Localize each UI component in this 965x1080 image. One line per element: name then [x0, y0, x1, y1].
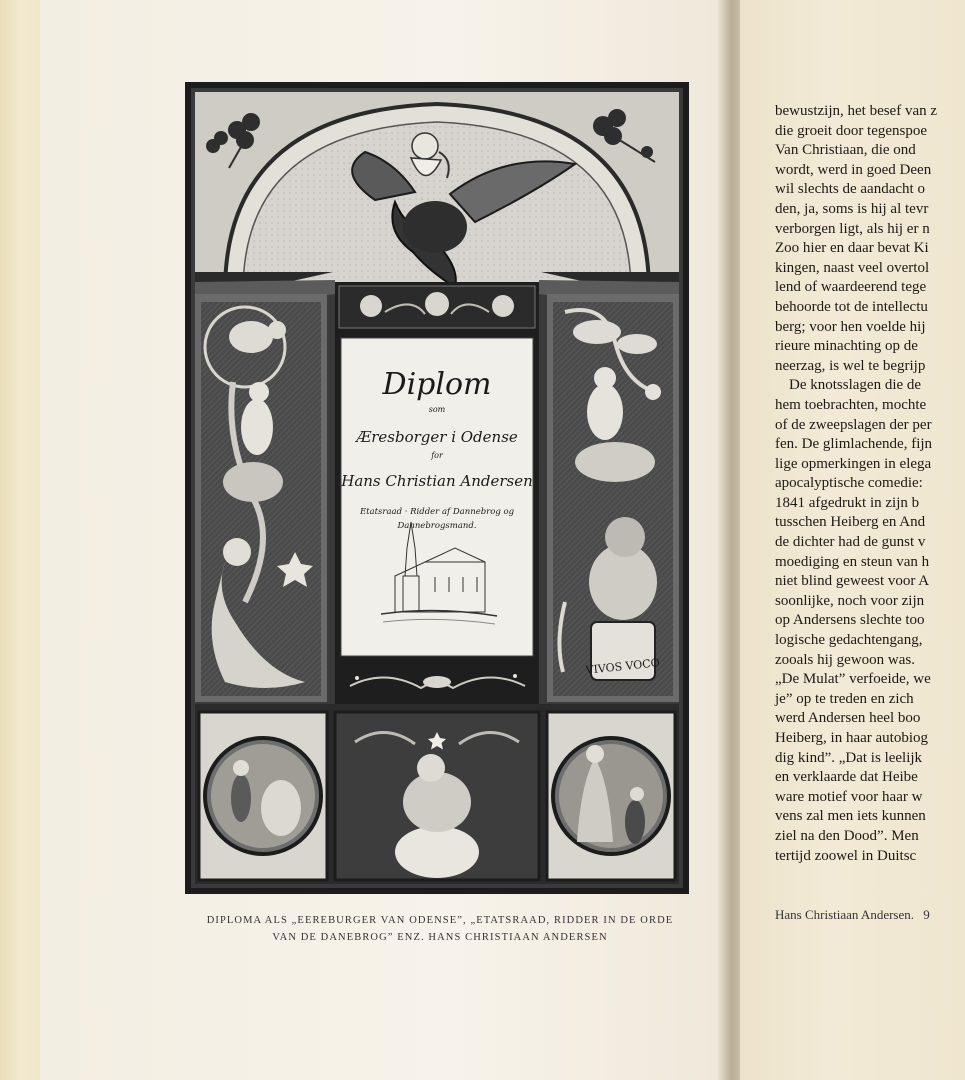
- text-line: lend of waardeerend tege: [775, 279, 927, 296]
- text-line: 1841 afgedrukt in zijn b: [775, 494, 920, 511]
- text-line: Van Christiaan, die ond: [775, 142, 916, 159]
- text-line: ware motief voor haar w: [775, 788, 923, 805]
- text-line: soonlijke, noch voor zijn: [775, 592, 925, 609]
- medallion-right: [547, 712, 675, 880]
- caption-line-1: DIPLOMA ALS „EEREBURGER VAN ODENSE”, „ETATSRAAD, RIDDER IN DE ORDE: [206, 915, 674, 926]
- diploma-title: Diplom: [382, 367, 492, 402]
- vessel-inscription: VIVOS VOCO: [585, 656, 661, 677]
- text-line: of de zweepslagen der per: [775, 416, 932, 433]
- right-figures-panel: [547, 294, 679, 702]
- text-line: op Andersens slechte too: [775, 612, 925, 629]
- text-line: ziel na den Dood”. Men: [775, 827, 919, 844]
- footer-book-title: Hans Christiaan Andersen.: [775, 907, 915, 922]
- text-line: de dichter had de gunst v: [775, 534, 926, 551]
- text-line: tusschen Heiberg en And: [775, 514, 926, 531]
- text-line: die groeit door tegenspoe: [775, 122, 928, 139]
- text-line: niet blind geweest voor A: [775, 573, 930, 590]
- diploma-small-word-1: som: [428, 405, 446, 414]
- text-line: vens zal men iets kunnen: [775, 808, 926, 825]
- text-line: rieure minachting op de: [775, 338, 918, 355]
- text-line: „De Mulat” verfoeide, we: [775, 671, 931, 688]
- text-line: verborgen ligt, als hij er n: [775, 220, 930, 237]
- diploma-plate: [185, 82, 689, 894]
- text-line: je” op te treden en zich: [775, 690, 914, 707]
- text-line: lige opmerkingen in elega: [775, 455, 932, 472]
- medallion-center: [335, 712, 539, 880]
- diploma-line-honorary-citizen: Æresborger i Odense: [356, 428, 518, 446]
- text-line: apocalyptische comedie:: [775, 475, 923, 492]
- text-line: neerzag, is wel te begrijp: [775, 357, 926, 374]
- text-line: fen. De glimlachende, fijn: [775, 436, 933, 453]
- caption-line-2: VAN DE DANEBROG” ENZ. HANS CHRISTIAAN ANDERSEN: [272, 932, 608, 943]
- text-line: en verklaarde dat Heibe: [775, 769, 918, 786]
- text-line: moediging en steun van h: [775, 553, 930, 570]
- diploma-small-word-2: for: [431, 451, 443, 460]
- left-figures-panel: [195, 294, 327, 702]
- text-line: den, ja, soms is hij al tevr: [775, 200, 929, 217]
- plate-caption: [150, 912, 730, 946]
- text-line: zooals hij gewoon was.: [775, 651, 915, 668]
- text-line: Zoo hier en daar bevat Ki: [775, 240, 929, 257]
- text-line: behoorde tot de intellectu: [775, 298, 928, 315]
- text-line: berg; voor hen voelde hij: [775, 318, 926, 335]
- diploma-line-dannebrogsmand: Dannebrogsmand.: [397, 521, 477, 531]
- text-line: wordt, werd in goed Deen: [775, 161, 932, 178]
- medallion-left: [199, 712, 327, 880]
- text-line: tertijd zoowel in Duitsc: [775, 847, 917, 864]
- text-line: logische gedachtengang,: [775, 632, 923, 649]
- diploma-line-name: Hans Christian Andersen: [341, 472, 533, 490]
- text-line: bewustzijn, het besef van z: [775, 103, 938, 119]
- diploma-parchment: [335, 332, 539, 662]
- running-footer: [775, 907, 936, 923]
- text-line: Heiberg, in haar autobiog: [775, 730, 929, 746]
- center-top-ornament: [335, 282, 539, 332]
- page-number: 9: [923, 907, 930, 922]
- text-line: werd Andersen heel boo: [775, 710, 921, 727]
- right-page-body-text: [775, 102, 965, 866]
- text-line: De knotsslagen die de: [789, 377, 922, 394]
- text-line: wil slechts de aandacht o: [775, 181, 925, 198]
- center-bottom-ornament: [335, 662, 539, 704]
- text-line: dig kind”. „Dat is leelijk: [775, 749, 923, 766]
- text-line: hem toebrachten, mochte: [775, 396, 927, 413]
- diploma-line-titles: Etatsraad · Ridder af Dannebrog og: [359, 507, 515, 517]
- text-line: kingen, naast veel overtol: [775, 259, 930, 276]
